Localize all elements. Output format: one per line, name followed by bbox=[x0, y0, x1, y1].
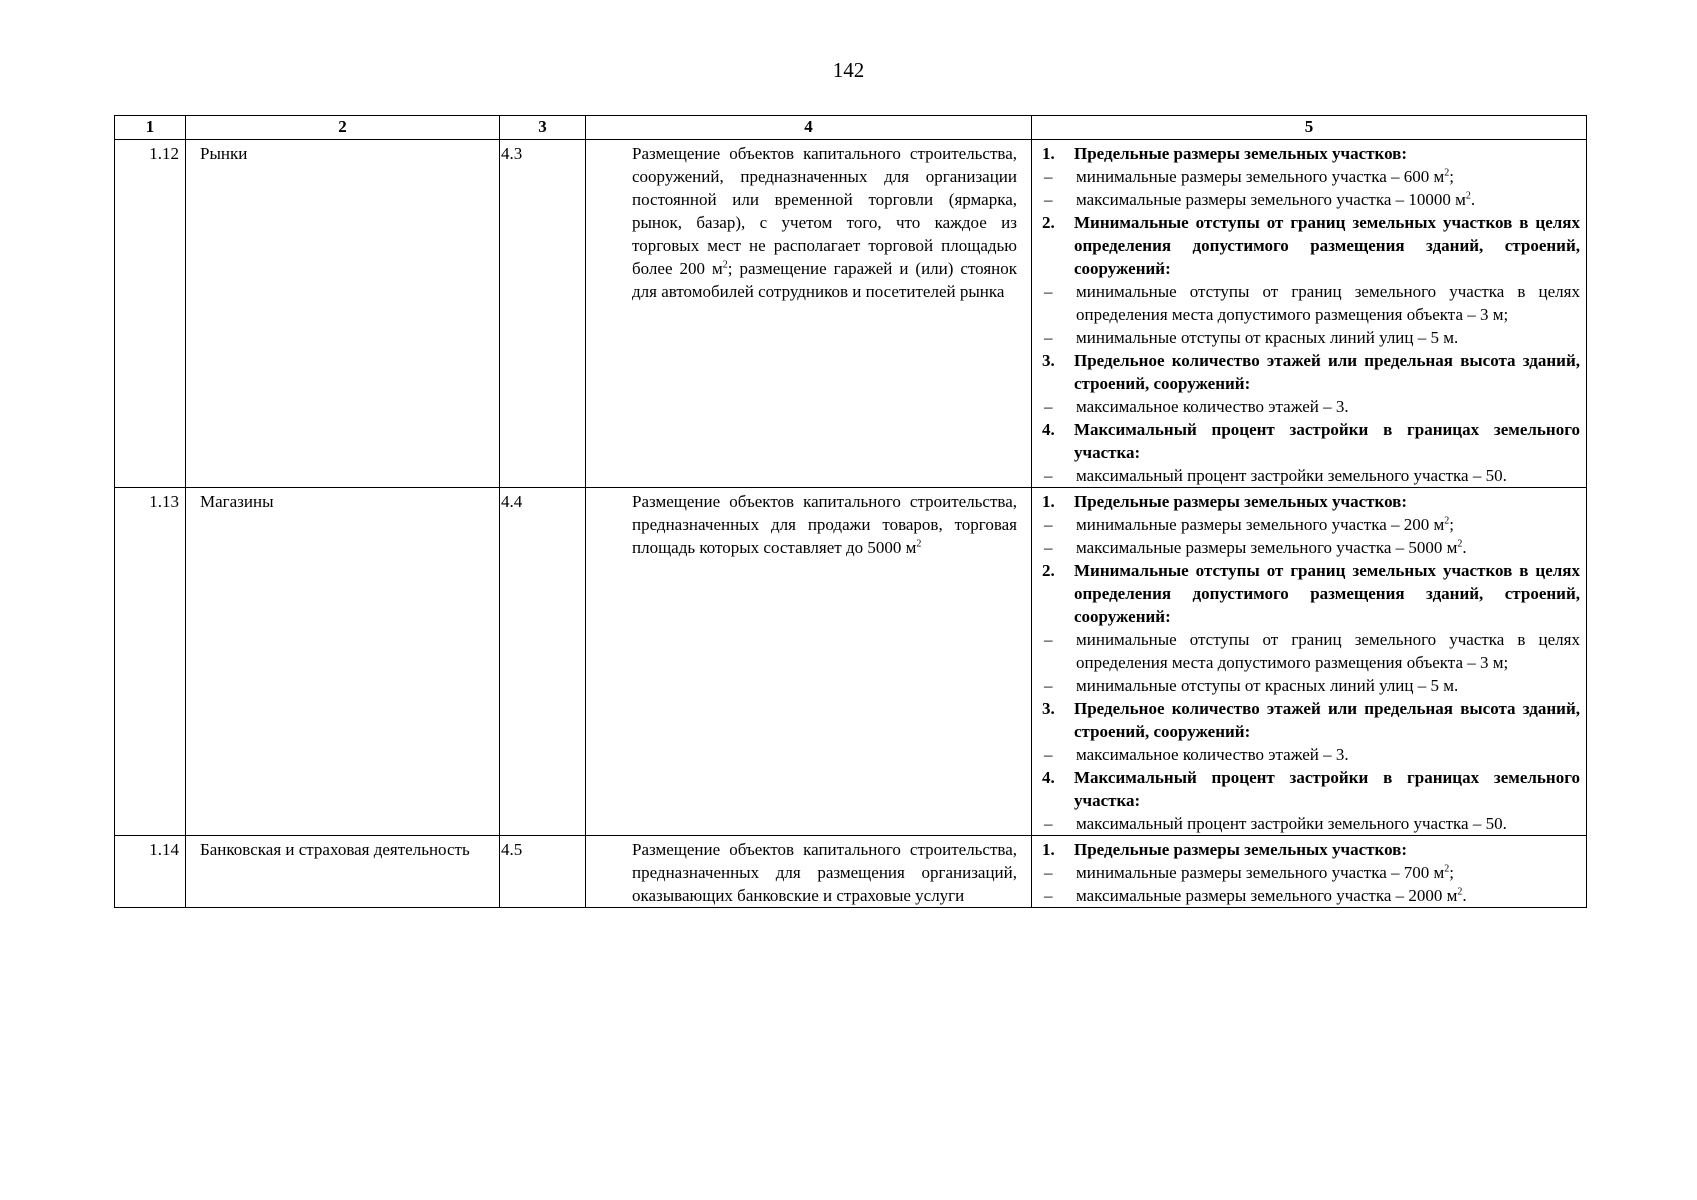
parameter-text-main: минимальные отступы от красных линий улиц – 5 м. bbox=[1076, 676, 1459, 695]
parameter-bullet bbox=[1042, 884, 1580, 907]
parameter-heading bbox=[1042, 211, 1580, 280]
land-use-code-cell: 4.3 bbox=[500, 140, 586, 488]
parameter-text-main: максимальные размеры земельного участка – 5000 м bbox=[1076, 538, 1458, 557]
parameter-text-main: минимальные отступы от границ земельного участка в целях определения места допустимого размещения объекта – 3 м; bbox=[1076, 630, 1580, 672]
superscript: 2 bbox=[1457, 538, 1463, 550]
land-use-description-cell bbox=[586, 836, 1032, 908]
superscript: 2 bbox=[722, 259, 728, 271]
parameter-text bbox=[1076, 513, 1580, 536]
parameter-heading bbox=[1042, 418, 1580, 464]
column-header: 2 bbox=[186, 116, 500, 140]
parameter-text bbox=[1076, 165, 1580, 188]
parameter-bullet bbox=[1042, 464, 1580, 487]
parameter-text-main: минимальные отступы от красных линий улиц – 5 м. bbox=[1076, 328, 1459, 347]
parameter-bullet bbox=[1042, 674, 1580, 697]
parameter-text-main: максимальное количество этажей – 3. bbox=[1076, 397, 1349, 416]
parameter-text-tail: ; bbox=[1449, 515, 1454, 534]
parameter-text-main: максимальные размеры земельного участка – 2000 м bbox=[1076, 886, 1458, 905]
dash-bullet: – bbox=[1044, 745, 1053, 764]
dash-bullet: – bbox=[1044, 538, 1053, 557]
parameter-text-main: Предельное количество этажей или предельная высота зданий, строений, сооружений: bbox=[1074, 351, 1580, 393]
parameter-text-main: Минимальные отступы от границ земельных участков в целях определения допустимого размещения зданий, строений, сооружений: bbox=[1074, 213, 1580, 278]
parameter-text bbox=[1074, 142, 1580, 165]
list-number: 4. bbox=[1042, 768, 1055, 787]
superscript: 2 bbox=[1444, 167, 1450, 179]
parameter-bullet bbox=[1042, 165, 1580, 188]
parameter-text bbox=[1074, 697, 1580, 743]
parameter-heading bbox=[1042, 697, 1580, 743]
dash-bullet: – bbox=[1044, 515, 1053, 534]
parameter-text-main: Предельные размеры земельных участков: bbox=[1074, 840, 1408, 859]
parameters-cell bbox=[1032, 140, 1587, 488]
parameter-bullet bbox=[1042, 326, 1580, 349]
land-use-description-cell bbox=[586, 488, 1032, 836]
list-number: 4. bbox=[1042, 420, 1055, 439]
parameter-text bbox=[1074, 490, 1580, 513]
parameters-cell bbox=[1032, 836, 1587, 908]
table-row bbox=[115, 140, 1587, 488]
superscript: 2 bbox=[1444, 515, 1450, 527]
column-header: 3 bbox=[500, 116, 586, 140]
parameter-text-main: Максимальный процент застройки в границах земельного участка: bbox=[1074, 420, 1580, 462]
list-number: 2. bbox=[1042, 213, 1055, 232]
parameter-bullet bbox=[1042, 536, 1580, 559]
parameter-text-main: минимальные размеры земельного участка – 600 м bbox=[1076, 167, 1445, 186]
table-row bbox=[115, 836, 1587, 908]
table-row bbox=[115, 488, 1587, 836]
superscript: 2 bbox=[1444, 863, 1450, 875]
land-use-name-cell: Банковская и страховая деятельность bbox=[186, 836, 500, 908]
superscript: 2 bbox=[916, 538, 922, 550]
dash-bullet: – bbox=[1044, 282, 1053, 301]
parameter-text-main: максимальный процент застройки земельного участка – 50. bbox=[1076, 466, 1507, 485]
parameter-text bbox=[1076, 188, 1580, 211]
dash-bullet: – bbox=[1044, 466, 1053, 485]
parameter-text-main: минимальные размеры земельного участка – 700 м bbox=[1076, 863, 1445, 882]
column-header: 5 bbox=[1032, 116, 1587, 140]
parameter-text-main: минимальные размеры земельного участка – 200 м bbox=[1076, 515, 1445, 534]
parameter-text-main: минимальные отступы от границ земельного участка в целях определения места допустимого размещения объекта – 3 м; bbox=[1076, 282, 1580, 324]
superscript: 2 bbox=[1465, 190, 1471, 202]
parameter-text bbox=[1076, 464, 1580, 487]
parameter-heading bbox=[1042, 349, 1580, 395]
dash-bullet: – bbox=[1044, 814, 1053, 833]
dash-bullet: – bbox=[1044, 630, 1053, 649]
parameter-text-main: Предельные размеры земельных участков: bbox=[1074, 492, 1408, 511]
dash-bullet: – bbox=[1044, 886, 1053, 905]
table-header-row bbox=[115, 116, 1587, 140]
parameter-text bbox=[1076, 280, 1580, 326]
page-number: 142 bbox=[832, 58, 865, 82]
parameter-text bbox=[1074, 418, 1580, 464]
list-number: 1. bbox=[1042, 840, 1055, 859]
parameter-text bbox=[1076, 812, 1580, 835]
dash-bullet: – bbox=[1044, 190, 1053, 209]
parameter-text-tail: ; bbox=[1449, 167, 1454, 186]
parameter-text bbox=[1074, 766, 1580, 812]
parameter-text bbox=[1074, 211, 1580, 280]
parameter-heading bbox=[1042, 142, 1580, 165]
parameter-text bbox=[1074, 838, 1580, 861]
parameter-text bbox=[1076, 536, 1580, 559]
parameter-text-main: максимальное количество этажей – 3. bbox=[1076, 745, 1349, 764]
parameter-text-main: Минимальные отступы от границ земельных участков в целях определения допустимого размещения зданий, строений, сооружений: bbox=[1074, 561, 1580, 626]
parameter-text bbox=[1076, 861, 1580, 884]
parameter-bullet bbox=[1042, 743, 1580, 766]
parameter-bullet bbox=[1042, 628, 1580, 674]
column-header: 1 bbox=[115, 116, 186, 140]
superscript: 2 bbox=[1457, 886, 1463, 898]
description-text: Размещение объектов капитального строительства, предназначенных для продажи товаров, торговая площадь которых составляет до 5000 м bbox=[632, 492, 1017, 557]
parameters-cell bbox=[1032, 488, 1587, 836]
parameter-bullet bbox=[1042, 812, 1580, 835]
list-number: 1. bbox=[1042, 144, 1055, 163]
parameter-text bbox=[1076, 674, 1580, 697]
parameter-text-main: Предельные размеры земельных участков: bbox=[1074, 144, 1408, 163]
parameter-text bbox=[1076, 743, 1580, 766]
parameter-bullet bbox=[1042, 280, 1580, 326]
parameter-heading bbox=[1042, 838, 1580, 861]
description-text: Размещение объектов капитального строительства, предназначенных для размещения организаций, оказывающих банковские и страховые услуги bbox=[632, 840, 1017, 905]
parameter-bullet bbox=[1042, 513, 1580, 536]
parameter-text-main: Максимальный процент застройки в границах земельного участка: bbox=[1074, 768, 1580, 810]
list-number: 2. bbox=[1042, 561, 1055, 580]
parameter-bullet bbox=[1042, 188, 1580, 211]
land-use-name-cell: Рынки bbox=[186, 140, 500, 488]
parameter-text-tail: . bbox=[1462, 886, 1467, 905]
parameter-heading bbox=[1042, 766, 1580, 812]
dash-bullet: – bbox=[1044, 167, 1053, 186]
parameter-text-main: максимальные размеры земельного участка – 10000 м bbox=[1076, 190, 1466, 209]
dash-bullet: – bbox=[1044, 863, 1053, 882]
parameter-text bbox=[1076, 395, 1580, 418]
dash-bullet: – bbox=[1044, 328, 1053, 347]
description-text: Размещение объектов капитального строительства, сооружений, предназначенных для организации постоянной или временной торговли (ярмарка, рынок, базар), с учетом того, что каждое из торговых мест не располагает торговой площадью более 200 м bbox=[632, 144, 1017, 278]
row-number-cell: 1.13 bbox=[115, 488, 186, 836]
row-number-cell: 1.12 bbox=[115, 140, 186, 488]
parameter-text bbox=[1076, 628, 1580, 674]
parameter-text-tail: . bbox=[1462, 538, 1467, 557]
land-use-code-cell: 4.5 bbox=[500, 836, 586, 908]
parameter-heading bbox=[1042, 559, 1580, 628]
dash-bullet: – bbox=[1044, 676, 1053, 695]
parameter-heading bbox=[1042, 490, 1580, 513]
dash-bullet: – bbox=[1044, 397, 1053, 416]
parameter-text-main: максимальный процент застройки земельного участка – 50. bbox=[1076, 814, 1507, 833]
parameter-text bbox=[1076, 326, 1580, 349]
land-use-table bbox=[114, 115, 1587, 908]
parameter-bullet bbox=[1042, 861, 1580, 884]
list-number: 3. bbox=[1042, 699, 1055, 718]
row-number-cell: 1.14 bbox=[115, 836, 186, 908]
parameter-text-tail: ; bbox=[1449, 863, 1454, 882]
parameter-text bbox=[1076, 884, 1580, 907]
parameter-text-tail: . bbox=[1470, 190, 1476, 209]
land-use-description-cell bbox=[586, 140, 1032, 488]
parameter-text bbox=[1074, 559, 1580, 628]
parameter-text-main: Предельное количество этажей или предельная высота зданий, строений, сооружений: bbox=[1074, 699, 1580, 741]
parameter-text bbox=[1074, 349, 1580, 395]
list-number: 1. bbox=[1042, 492, 1055, 511]
column-header: 4 bbox=[586, 116, 1032, 140]
land-use-name-cell: Магазины bbox=[186, 488, 500, 836]
parameter-bullet bbox=[1042, 395, 1580, 418]
description-text-tail: ; размещение гаражей и (или) стоянок для автомобилей сотрудников и посетителей рынка bbox=[632, 259, 1017, 301]
list-number: 3. bbox=[1042, 351, 1055, 370]
land-use-code-cell: 4.4 bbox=[500, 488, 586, 836]
